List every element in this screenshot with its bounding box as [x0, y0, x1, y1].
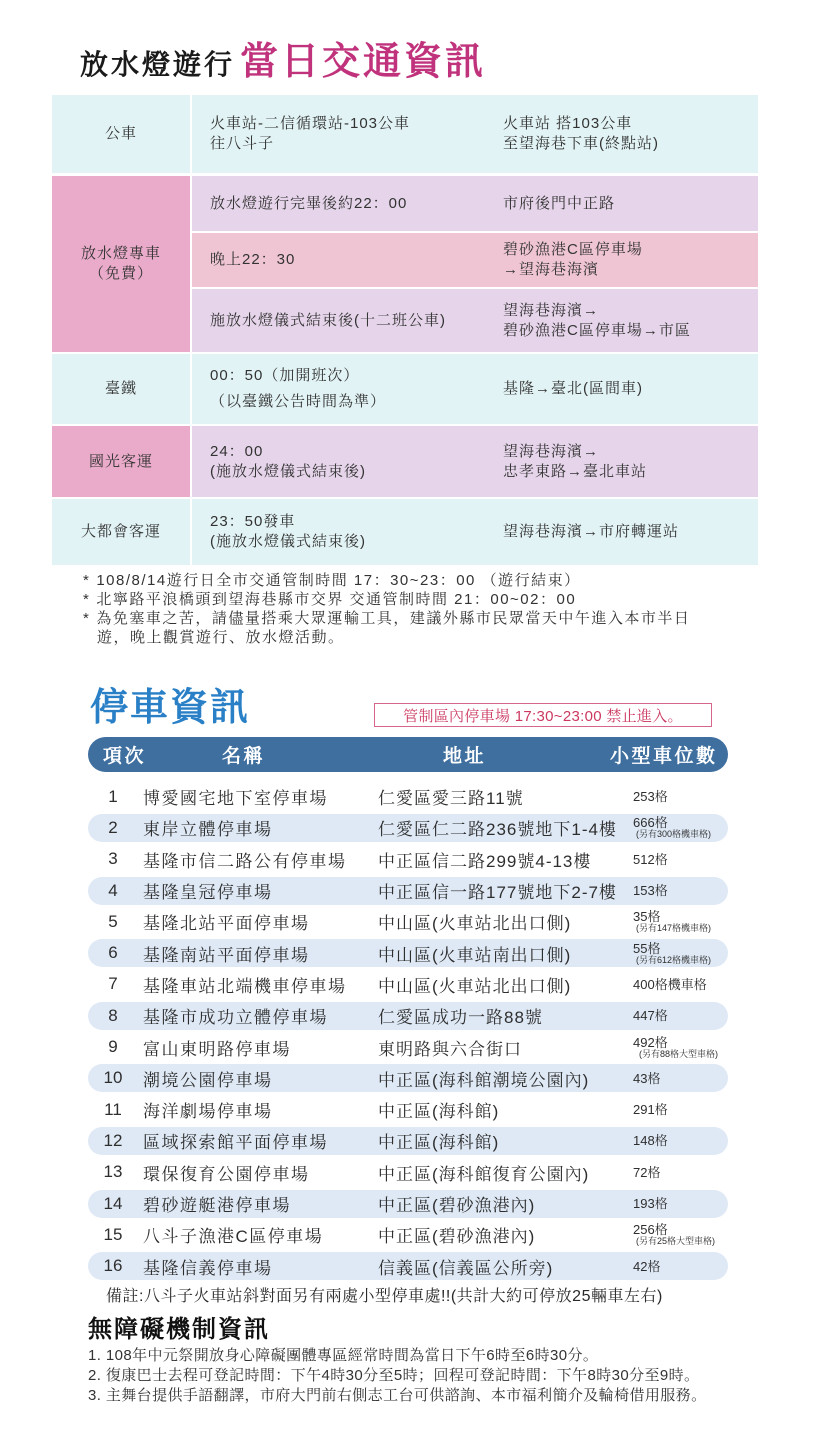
parking-row-number: 6 — [108, 943, 118, 963]
parking-lot-address: 中正區信一路177號地下2-7樓 — [378, 883, 617, 902]
header-spaces: 小型車位數 — [610, 746, 718, 767]
note-marker: * — [83, 610, 91, 627]
parking-lot-address: 中正區(海科館) — [378, 1102, 500, 1122]
parking-spaces — [633, 877, 668, 905]
parking-row-number: 3 — [108, 849, 118, 869]
traffic-mode-bus — [52, 95, 190, 173]
parking-lot-address: 仁愛區愛三路11號 — [378, 789, 524, 809]
parking-row-number: 13 — [103, 1162, 123, 1182]
parking-spaces-count: 492格 — [633, 1034, 668, 1050]
note-text: 為免塞車之苦，請儘量搭乘大眾運輸工具，建議外縣市民眾當天中午進入本市半日 — [96, 610, 691, 627]
traffic-time-lantern-2 — [192, 233, 490, 287]
time-line: (施放水燈儀式結束後) — [210, 462, 366, 480]
parking-lot-name: 八斗子漁港C區停車場 — [143, 1227, 324, 1247]
list-item: 3. 主舞台提供手語翻譯，市府大門前右側志工台可供諮詢、本市福利簡介及輪椅借用服務。 — [88, 1387, 707, 1404]
traffic-mode-rail — [52, 354, 190, 424]
list-item: 1. 108年中元祭開放身心障礙團體專區經常時間為當日下午6時至6時30分。 — [88, 1347, 599, 1364]
route-line: 忠孝東路→臺北車站 — [503, 462, 648, 480]
table-row — [88, 970, 728, 998]
parking-spaces — [633, 1002, 668, 1030]
route-line: 碧砂漁港C區停車場 — [503, 241, 643, 258]
parking-spaces — [633, 1033, 718, 1061]
route-line: 望海巷海濱→市府轉運站 — [503, 523, 680, 540]
traffic-route-bus — [490, 95, 758, 173]
table-row — [88, 877, 728, 905]
parking-spaces-count: 291格 — [633, 1102, 668, 1118]
accessibility-list — [88, 1346, 706, 1406]
parking-spaces-count: 256格 — [633, 1222, 668, 1238]
route-line: 市府後門中正路 — [503, 194, 616, 212]
table-row — [88, 814, 728, 842]
traffic-time-lantern-3 — [192, 289, 490, 352]
parking-remark: 備註:八斗子火車站斜對面另有兩處小型停車處!!(共計大約可停放25輛車左右) — [106, 1288, 663, 1305]
parking-section-title: 停車資訊 — [90, 687, 251, 729]
parking-lot-address: 信義區(信義區公所旁) — [378, 1258, 554, 1278]
parking-spaces-count: 72格 — [633, 1164, 661, 1180]
parking-spaces-note: (另有300格機車格) — [636, 829, 712, 840]
traffic-notes — [83, 571, 690, 647]
time-line: 23：50發車 — [210, 513, 296, 530]
traffic-time-rail — [192, 354, 490, 424]
parking-lot-name: 基隆北站平面停車場 — [143, 914, 310, 934]
table-row — [88, 845, 728, 873]
note-item — [83, 590, 690, 609]
parking-lot-name: 富山東明路停車場 — [143, 1039, 291, 1059]
parking-lot-name: 海洋劇場停車場 — [143, 1102, 273, 1122]
parking-lot-name: 基隆南站平面停車場 — [143, 945, 310, 965]
parking-spaces-note: (另有147格機車格) — [636, 923, 712, 934]
parking-lot-name: 基隆皇冠停車場 — [143, 883, 273, 902]
parking-lot-name: 基隆市信二路公有停車場 — [143, 851, 347, 871]
parking-lot-name: 東岸立體停車場 — [143, 820, 273, 840]
parking-spaces — [633, 1221, 715, 1249]
parking-spaces — [633, 939, 711, 967]
parking-row-number: 10 — [103, 1068, 123, 1088]
mode-label: 大都會客運 — [80, 523, 161, 540]
list-item: 2. 復康巴士去程可登記時間：下午4時30分至5時；回程可登記時間：下午8時30分至9時。 — [88, 1367, 700, 1384]
time-line: 往八斗子 — [210, 135, 275, 152]
table-row — [88, 908, 728, 936]
time-line: 放水燈遊行完畢後約22：00 — [210, 194, 408, 212]
parking-lot-address: 中正區(海科館) — [378, 1133, 500, 1153]
note-continuation: 遊，晚上觀賞遊行、放水燈活動。 — [97, 629, 345, 646]
parking-lot-address: 中正區(碧砂漁港內) — [378, 1227, 536, 1247]
mode-label: 放水燈專車 — [80, 245, 161, 262]
parking-lot-address: 中正區(海科館復育公園內) — [378, 1164, 590, 1184]
mode-label: 公車 — [104, 125, 137, 142]
table-row — [88, 1158, 728, 1186]
table-row — [88, 783, 728, 811]
parking-lot-address: 中正區(海科館潮境公園內) — [378, 1070, 590, 1090]
table-row — [88, 1252, 728, 1280]
parking-spaces-count: 193格 — [633, 1196, 668, 1211]
parking-row-number: 14 — [103, 1193, 123, 1213]
parking-spaces — [633, 1158, 660, 1186]
route-line: 望海巷海濱→ — [503, 442, 600, 460]
parking-spaces-count: 447格 — [633, 1008, 668, 1024]
traffic-mode-kuokuang — [52, 426, 190, 497]
parking-spaces — [633, 970, 707, 998]
note-text: 108/8/14遊行日全市交通管制時間 17：30~23：00 （遊行結束） — [96, 572, 581, 589]
parking-row-number: 9 — [108, 1037, 118, 1056]
header-address: 地址 — [443, 746, 487, 767]
parking-row-number: 2 — [108, 817, 118, 837]
parking-spaces-count: 666格 — [633, 815, 668, 831]
parking-lot-address: 仁愛區仁二路236號地下1-4樓 — [378, 820, 617, 840]
time-line: (施放水燈儀式結束後) — [210, 533, 366, 550]
time-line: 施放水燈儀式結束後(十二班公車) — [210, 311, 446, 329]
parking-lot-address: 中山區(火車站北出口側) — [378, 914, 572, 934]
parking-spaces — [633, 845, 668, 873]
parking-spaces-count: 400格機車格 — [633, 976, 707, 992]
accessibility-section-title: 無障礙機制資訊 — [88, 1316, 270, 1343]
parking-lot-address: 中正區(碧砂漁港內) — [378, 1196, 536, 1215]
time-line: 00：50（加開班次） — [210, 367, 360, 384]
parking-spaces — [633, 1064, 660, 1092]
note-item — [83, 609, 690, 628]
parking-spaces-note: (另有88格大型車格) — [639, 1048, 719, 1059]
parking-spaces — [633, 1127, 668, 1155]
parking-row-number: 16 — [103, 1256, 123, 1276]
note-item — [83, 571, 690, 590]
parking-lot-name: 博愛國宅地下室停車場 — [143, 789, 328, 809]
header-name: 名稱 — [222, 746, 266, 767]
note-text: 北寧路平浪橋頭到望海巷縣市交界 交通管制時間 21：00~02：00 — [96, 591, 577, 608]
parking-spaces-count: 43格 — [633, 1070, 661, 1086]
parking-row-number: 1 — [108, 786, 118, 806]
parking-row-number: 12 — [103, 1130, 123, 1150]
time-line: 24：00 — [210, 442, 264, 460]
parking-spaces — [633, 783, 668, 811]
page-title — [80, 30, 486, 84]
parking-spaces — [633, 1252, 660, 1280]
parking-row-number: 8 — [108, 1005, 118, 1025]
traffic-time-bus — [192, 95, 490, 173]
table-row — [88, 1064, 728, 1092]
route-line: →望海巷海濱 — [503, 261, 600, 278]
parking-lot-address: 仁愛區成功一路88號 — [378, 1008, 543, 1028]
parking-spaces-note: (另有25格大型車格) — [636, 1236, 716, 1247]
page-title-traffic: 當日交通資訊 — [240, 41, 487, 83]
traffic-route-lantern-2 — [490, 233, 758, 287]
header-number: 項次 — [103, 746, 147, 767]
parking-spaces-count: 148格 — [633, 1133, 668, 1149]
traffic-route-kuokuang — [490, 426, 758, 497]
parking-lot-name: 碧砂遊艇港停車場 — [143, 1196, 291, 1215]
traffic-mode-metro — [52, 499, 190, 565]
parking-row-number: 7 — [108, 974, 118, 994]
route-line: 望海巷海濱→ — [503, 301, 600, 319]
table-row — [88, 1033, 728, 1061]
route-line: 基隆→臺北(區間車) — [503, 380, 643, 397]
parking-restriction-notice: 管制區內停車場 17:30~23:00 禁止進入。 — [374, 703, 712, 727]
parking-lot-address: 東明路與六合街口 — [378, 1039, 522, 1059]
route-line: 碧砂漁港C區停車場→市區 — [503, 321, 691, 339]
parking-table-header — [88, 737, 728, 772]
parking-row-number: 5 — [108, 911, 118, 931]
parking-row-number: 4 — [108, 880, 118, 900]
traffic-route-rail — [490, 354, 758, 424]
traffic-time-metro — [192, 499, 490, 565]
traffic-time-kuokuang — [192, 426, 490, 497]
parking-spaces — [633, 814, 711, 842]
parking-row-number: 15 — [103, 1224, 123, 1244]
parking-spaces-count: 153格 — [633, 883, 668, 898]
page-title-event: 放水燈遊行 — [80, 49, 236, 80]
traffic-route-metro — [490, 499, 758, 565]
parking-lot-name: 潮境公園停車場 — [143, 1070, 273, 1090]
table-row — [88, 1096, 728, 1124]
parking-spaces-note: (另有612格機車格) — [636, 954, 712, 965]
parking-spaces — [633, 1190, 668, 1218]
mode-label: 臺鐵 — [104, 380, 137, 397]
route-line: 火車站 搭103公車 — [503, 115, 633, 132]
traffic-time-lantern-1 — [192, 176, 490, 231]
parking-lot-address: 中正區信二路299號4-13樓 — [378, 851, 592, 871]
table-row — [88, 939, 728, 967]
parking-lot-address: 中山區(火車站南出口側) — [378, 945, 572, 965]
table-row — [88, 1127, 728, 1155]
table-row — [88, 1221, 728, 1249]
time-line: 火車站-二信循環站-103公車 — [210, 115, 411, 132]
mode-label-free: （免費） — [88, 265, 153, 282]
parking-spaces-count: 55格 — [633, 940, 661, 956]
traffic-route-lantern-3 — [490, 289, 758, 352]
parking-spaces-count: 512格 — [633, 851, 668, 867]
mode-label: 國光客運 — [88, 452, 153, 470]
time-line: 晚上22：30 — [210, 251, 296, 268]
note-marker: * — [83, 572, 91, 589]
table-row — [88, 1002, 728, 1030]
parking-lot-name: 環保復育公園停車場 — [143, 1164, 310, 1184]
parking-lot-name: 基隆信義停車場 — [143, 1258, 273, 1278]
route-line: 至望海巷下車(終點站) — [503, 135, 659, 152]
parking-lot-name: 基隆車站北端機車停車場 — [143, 976, 347, 996]
parking-row-number: 11 — [104, 1099, 122, 1119]
parking-lot-name: 區域探索館平面停車場 — [143, 1133, 328, 1153]
parking-spaces-count: 42格 — [633, 1258, 661, 1274]
parking-lot-address: 中山區(火車站北出口側) — [378, 976, 572, 996]
note-marker: * — [83, 591, 91, 608]
table-row — [88, 1190, 728, 1218]
parking-spaces-count: 253格 — [633, 789, 668, 805]
traffic-route-lantern-1 — [490, 176, 758, 231]
time-line: （以臺鐵公告時間為準） — [210, 393, 387, 410]
traffic-mode-lantern-shuttle — [52, 176, 190, 352]
parking-lot-name: 基隆市成功立體停車場 — [143, 1008, 328, 1028]
parking-spaces — [633, 1096, 668, 1124]
parking-spaces — [633, 908, 711, 936]
parking-spaces-count: 35格 — [633, 909, 661, 925]
